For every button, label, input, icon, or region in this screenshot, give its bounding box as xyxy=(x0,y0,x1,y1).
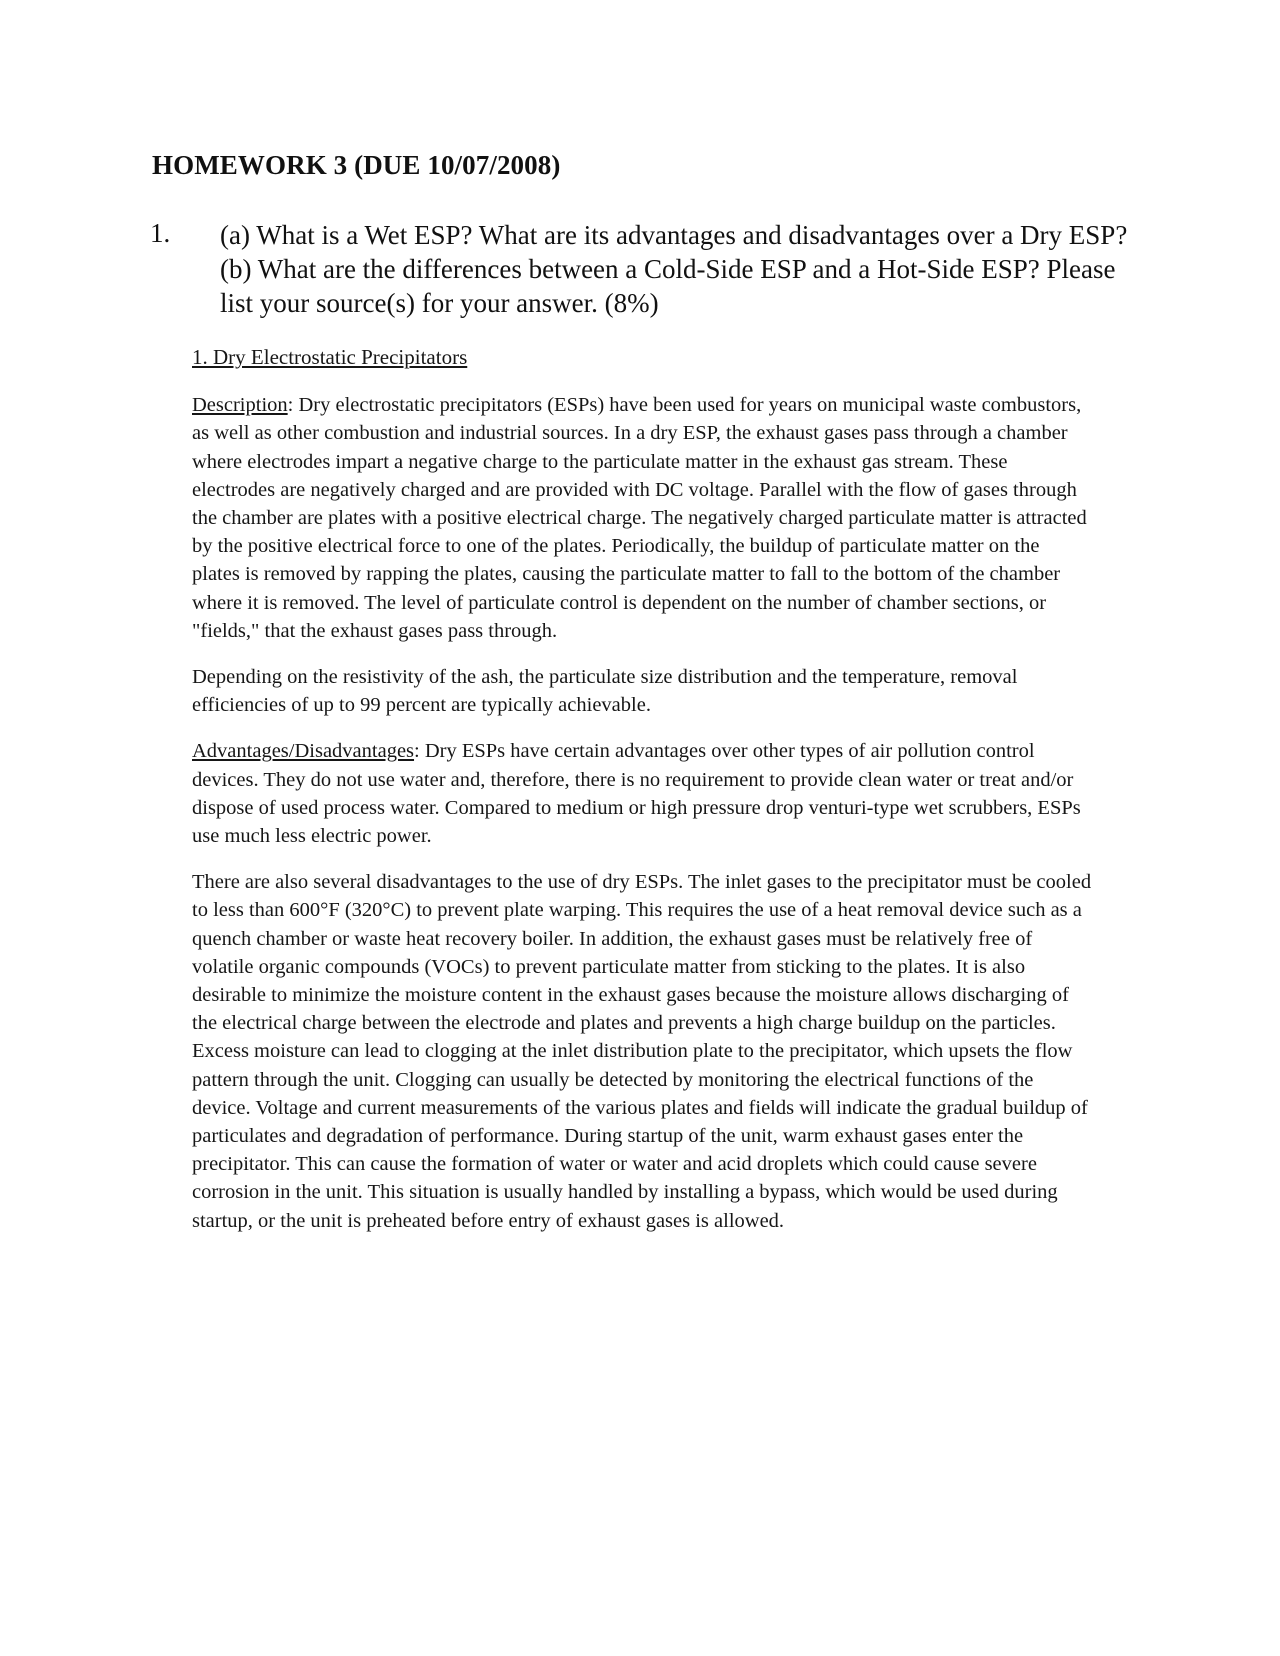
efficiency-paragraph: Depending on the resistivity of the ash, the particulate size distribution and the temperature, removal efficiencies of up to 99 percent are typically achievable. xyxy=(192,666,1018,717)
question-text: (a) What is a Wet ESP? What are its advantages and disadvantages over a Dry ESP? (b) What are the differences between a Cold-Side ESP and a Hot-Side ESP? Please list your source(s) for your answer. (8%) xyxy=(220,220,1128,318)
section-heading: 1. Dry Electrostatic Precipitators xyxy=(192,345,468,369)
disadvantages-paragraph: There are also several disadvantages to the use of dry ESPs. The inlet gases to the precipitator must be cooled to less than 600°F (320°C) to prevent plate warping. This requires the use of a heat removal device such as a quench chamber or waste heat recovery boiler. In addition, the exhaust gases must be relatively free of volatile organic compounds (VOCs) to prevent particulate matter from sticking to the plates. It is also desirable to minimize the moisture content in the exhaust gases because the moisture allows discharging of the electrical charge between the electrode and plates and prevents a high charge buildup on the particles. Excess moisture can lead to clogging at the inlet distribution plate to the precipitator, which upsets the flow pattern through the unit. Clogging can usually be detected by monitoring the electrical functions of the device. Voltage and current measurements of the various plates and fields will indicate the gradual buildup of particulates and degradation of performance. During startup of the unit, warm exhaust gases enter the precipitator. This can cause the formation of water or water and acid droplets which could cause severe corrosion in the unit. This situation is usually handled by installing a bypass, which would be used during startup, or the unit is preheated before entry of exhaust gases is allowed. xyxy=(192,871,1092,1232)
advantages-paragraph xyxy=(192,737,1092,850)
source-excerpt xyxy=(192,343,1092,1253)
homework-title: HOMEWORK 3 (DUE 10/07/2008) xyxy=(152,150,561,180)
description-label: Description xyxy=(192,394,288,417)
question-number: 1. xyxy=(150,218,171,248)
description-text: : Dry electrostatic precipitators (ESPs) have been used for years on municipal waste combustors, as well as other combustion and industrial sources. In a dry ESP, the exhaust gases pass through a chamber where electrodes impart a negative charge to the particulate matter in the exhaust gas stream. These electrodes are negatively charged and are provided with DC voltage. Parallel with the flow of gases through the chamber are plates with a positive electrical charge. The negatively charged particulate matter is attracted by the positive electrical force to one of the plates. Periodically, the buildup of particulate matter on the plates is removed by rapping the plates, causing the particulate matter to fall to the bottom of the chamber where it is removed. The level of particulate control is dependent on the number of chamber sections, or "fields," that the exhaust gases pass through. xyxy=(192,394,1087,642)
advantages-label: Advantages/Disadvantages xyxy=(192,740,415,763)
advantages-text: : Dry ESPs have certain advantages over other types of air pollution control devices. They do not use water and, therefore, there is no requirement to provide clean water or treat and/or dispose of used process water. Compared to medium or high pressure drop venturi-type wet scrubbers, ESPs use much less electric power. xyxy=(192,740,1081,848)
description-paragraph xyxy=(192,391,1092,645)
